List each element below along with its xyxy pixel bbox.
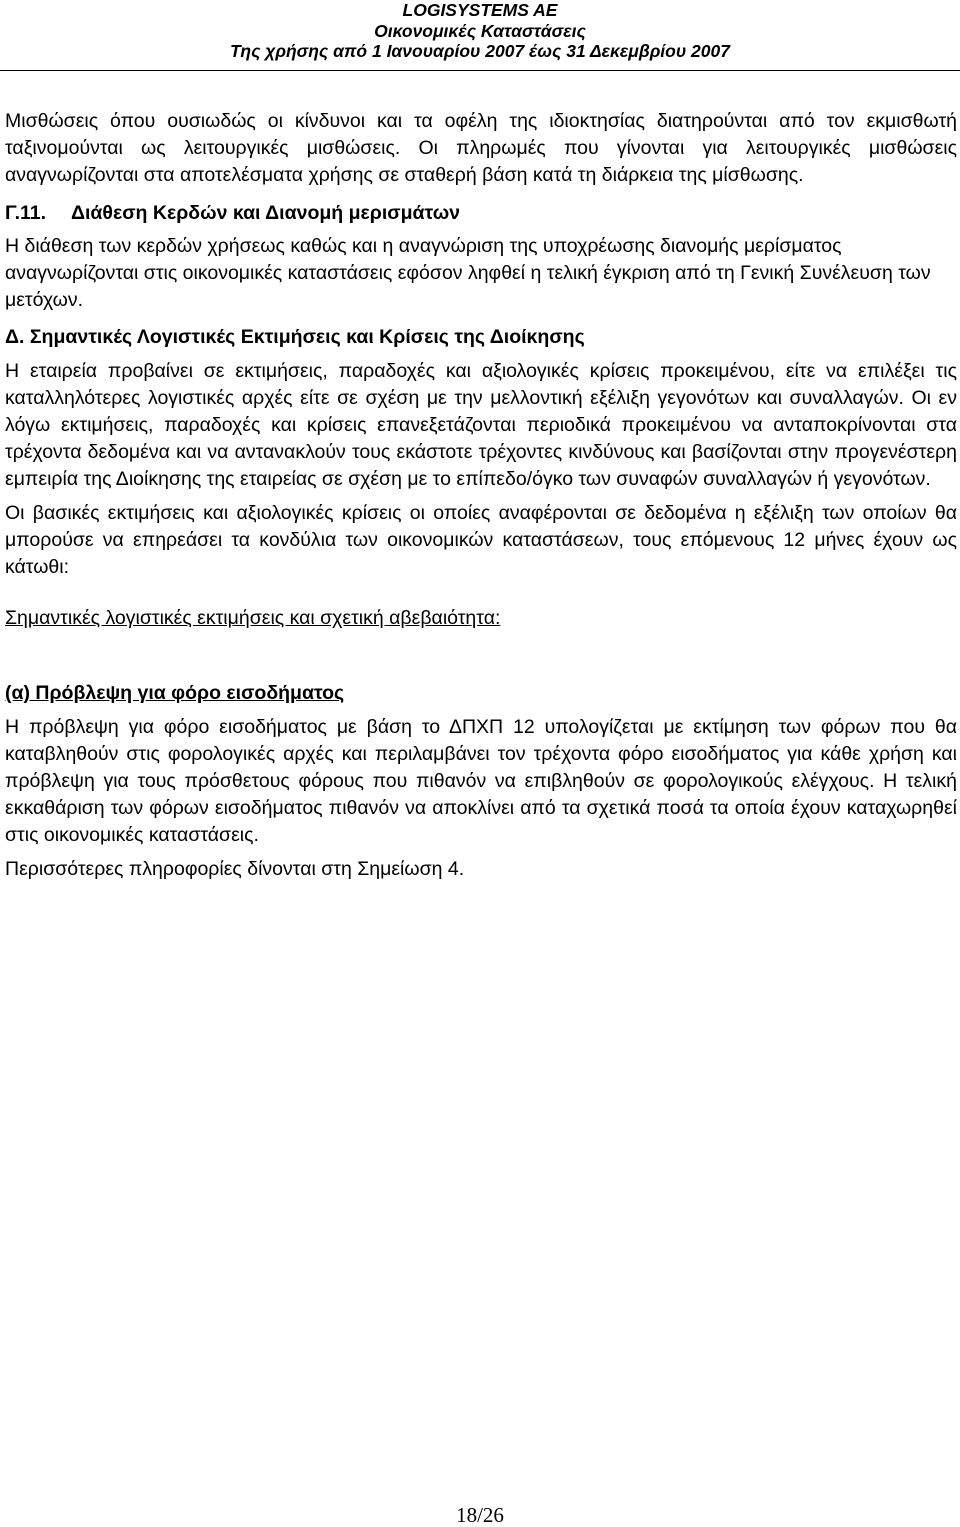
section-title: Διάθεση Κερδών και Διανομή μερισμάτων: [71, 201, 461, 224]
section-g11-text: Η διάθεση των κερδών χρήσεως καθώς και η αναγνώριση της υποχρέωσης διανομής μερίσματος αναγνωρίζονται στις οικονομικές καταστάσεις εφόσον ληφθεί η τελική έγκριση από τη Γενική Συνέλευση των μετόχων.: [5, 234, 931, 312]
section-number: Γ.11.: [5, 201, 47, 224]
document-body: [5, 108, 957, 883]
document-title: Οικονομικές Καταστάσεις: [374, 20, 586, 41]
fiscal-period: Της χρήσης από 1 Ιανουαρίου 2007 έως 31 Δεκεμβρίου 2007: [230, 41, 730, 61]
page-header: [0, 0, 960, 62]
subsection-a-text: Η πρόβλεψη για φόρο εισοδήματος με βάση το ΔΠΧΠ 12 υπολογίζεται με εκτίμηση των φόρων που θα καταβληθούν στις φορολογικές αρχές και περιλαμβάνει τον τρέχοντα φόρο εισοδήματος για κάθε χρήση και πρόβλεψη για τους πρόσθετους φόρους που πιθανόν να επιβληθούν σε φορολογικούς ελέγχους. Η τελική εκκαθάριση των φόρων εισοδήματος πιθανόν να αποκλίνει από τα σχετικά ποσά τα οποία έχουν καταχωρηθεί στις οικονομικές καταστάσεις.: [5, 715, 957, 847]
company-name: LOGISYSTEMS AE: [402, 0, 558, 20]
page-number: 18/26: [456, 1503, 504, 1527]
leases-paragraph: Μισθώσεις όπου ουσιωδώς οι κίνδυνοι και τα οφέλη της ιδιοκτησίας διατηρούνται από τον εκμισθωτή ταξινομούνται ως λειτουργικές μισθώσεις. Οι πληρωμές που γίνονται για λειτουργικές μισθώσεις αναγνωρίζονται στα αποτελέσματα χρήσης σε σταθερή βάση κατά τη διάρκεια της μίσθωσης.: [5, 110, 957, 187]
subsection-a-heading: (α) Πρόβλεψη για φόρο εισοδήματος: [5, 682, 345, 705]
section-d-heading: Δ. Σημαντικές Λογιστικές Εκτιμήσεις και Κρίσεις της Διοίκησης: [5, 326, 585, 349]
section-g11-heading: [5, 200, 957, 227]
estimates-subtitle: Σημαντικές λογιστικές εκτιμήσεις και σχετική αβεβαιότητα:: [5, 607, 501, 630]
note-reference: Περισσότερες πληροφορίες δίνονται στη Σημείωση 4.: [5, 857, 465, 880]
section-d-text2: Οι βασικές εκτιμήσεις και αξιολογικές κρίσεις οι οποίες αναφέρονται σε δεδομένα η εξέλιξη των οποίων θα μπορούσε να επηρεάσει τα κονδύλια των οικονομικών καταστάσεων, τους επόμενους 12 μήνες έχουν ως κάτωθι:: [5, 501, 957, 579]
header-divider: [0, 70, 960, 71]
section-d-text1: Η εταιρεία προβαίνει σε εκτιμήσεις, παραδοχές και αξιολογικές κρίσεις προκειμένου, είτε να επιλέξει τις καταλληλότερες λογιστικές αρχές είτε σε σχέση με την μελλοντική εξέλιξη γεγονότων και συναλλαγών. Οι εν λόγω εκτιμήσεις, παραδοχές και κρίσεις επανεξετάζονται περιοδικά προκειμένου να ανταποκρίνονται στα τρέχοντα δεδομένα και να αντανακλούν τους εκάστοτε τρέχοντες κινδύνους και βασίζονται στην προγενέστερη εμπειρία της Διοίκησης της εταιρείας σε σχέση με το επίπεδο/όγκο των συναφών συναλλαγών ή γεγονότων.: [5, 359, 957, 491]
